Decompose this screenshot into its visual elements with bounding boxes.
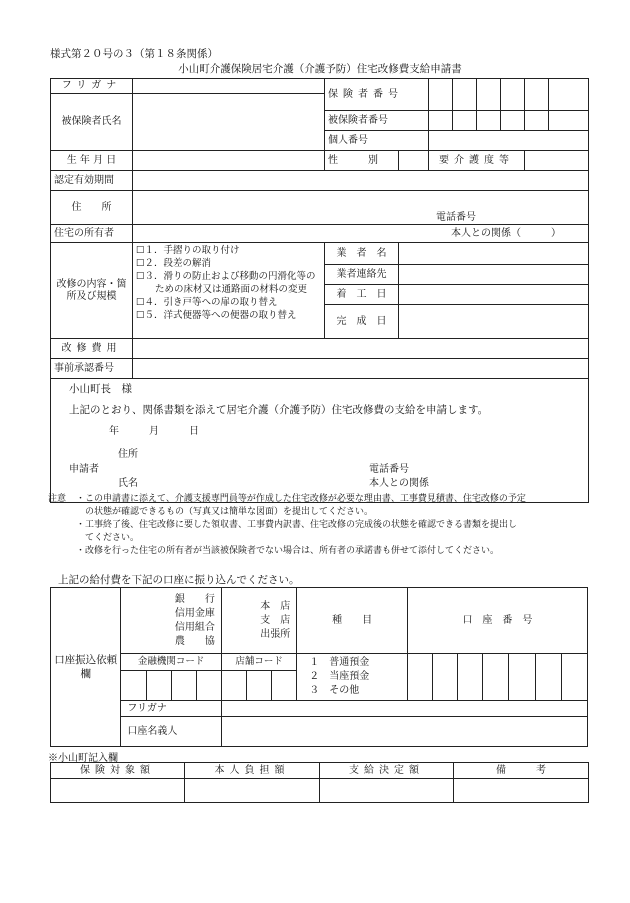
insured-no-cell[interactable] <box>525 111 549 131</box>
insurer-no-label: 保険者番号 <box>325 79 429 111</box>
account-digit[interactable] <box>561 654 587 701</box>
repair-option[interactable]: ☐５．洋式便器等への便器の取り替え <box>136 310 297 321</box>
repair-option-cont: ための床材又は通路面の材料の変更 <box>136 284 308 295</box>
town-table <box>50 762 589 803</box>
applicant-relation-label: 本人との関係 <box>369 478 429 489</box>
main-form-table <box>50 78 589 503</box>
insurer-no-cell[interactable] <box>525 79 549 111</box>
town-header: 備 考 <box>454 763 589 779</box>
insured-no-cell[interactable] <box>453 111 477 131</box>
statement: 上記のとおり、関係書類を添えて居宅介護（介護予防）住宅改修費の支給を申請します。 <box>69 404 489 416</box>
bank-code-digit[interactable] <box>196 671 221 701</box>
phone-label: 電話番号 <box>436 212 476 223</box>
branch-code-label: 店舗コード <box>221 654 296 671</box>
insured-no-cell[interactable] <box>429 111 453 131</box>
insured-no-cell[interactable] <box>501 111 525 131</box>
insured-no-cell[interactable] <box>549 111 589 131</box>
account-kinds[interactable] <box>297 654 408 701</box>
inst-type: 銀 行 <box>174 593 215 605</box>
bank-code-digit[interactable] <box>146 671 171 701</box>
inst-type: 農 協 <box>174 635 215 647</box>
repair-options[interactable] <box>133 243 325 339</box>
holder-field[interactable] <box>221 717 587 747</box>
note-line: の状態が確認できるもの（写真又は簡単な図面）を提出してください。 <box>76 507 374 517</box>
cost-label: 改修費用 <box>51 339 133 359</box>
date-line[interactable]: 年 月 日 <box>109 426 199 437</box>
owner-field[interactable] <box>133 225 589 243</box>
insured-name-field[interactable] <box>133 94 325 151</box>
contractor-label: 業 者 名 <box>325 243 399 265</box>
application-block <box>51 379 589 503</box>
insured-no-cell[interactable] <box>477 111 501 131</box>
bank-intro: 上記の給付費を下記の口座に振り込んでください。 <box>58 574 300 586</box>
care-level-field[interactable] <box>525 151 589 171</box>
owner-label: 住宅の所有者 <box>51 225 133 243</box>
contractor-contact-label: 業者連絡先 <box>325 265 399 285</box>
address-label: 住 所 <box>51 191 133 225</box>
inst-type: 信用金庫 <box>174 607 215 619</box>
furigana-label: フリガナ <box>51 79 133 94</box>
repair-option[interactable]: ☐３．滑りの防止および移動の円滑化等の <box>136 271 316 282</box>
kind-header: 種 目 <box>297 588 408 654</box>
town-header: 保険対象額 <box>51 763 185 779</box>
insurer-no-cell[interactable] <box>453 79 477 111</box>
repair-label: 改修の内容・箇所及び規模 <box>51 243 133 339</box>
birth-date-label: 生 年 月 日 <box>51 151 133 171</box>
personal-no-field[interactable] <box>429 131 589 151</box>
applicant-phone-label: 電話番号 <box>369 464 409 475</box>
note-line: ・改修を行った住宅の所有者が当該被保険者でない場合は、所有者の承諾書も併せて添付してください。 <box>76 546 500 556</box>
town-cell[interactable] <box>454 779 589 803</box>
sex-label: 性 別 <box>325 151 399 171</box>
applicant-label: 申請者 <box>69 464 99 475</box>
repair-option[interactable]: ☐４．引き戸等への扉の取り替え <box>136 297 278 308</box>
prior-approval-label: 事前承認番号 <box>51 359 133 379</box>
birth-date-field[interactable] <box>133 151 325 171</box>
cert-period-label: 認定有効期間 <box>51 171 133 191</box>
account-kind[interactable]: １ 普通預金 <box>309 657 370 668</box>
inst-type: 信用組合 <box>174 621 215 633</box>
page-title: 小山町介護保険居宅介護（介護予防）住宅改修費支給申請書 <box>178 63 462 75</box>
account-kind[interactable]: ２ 当座預金 <box>309 671 370 682</box>
holder-furigana-label: フリガナ <box>121 701 222 717</box>
note-line: てください。 <box>76 533 140 543</box>
branch-types[interactable] <box>221 588 296 654</box>
applicant-address-label: 住所 <box>118 449 138 460</box>
branch-type: 支 店 <box>260 614 291 626</box>
contractor-field[interactable] <box>399 243 589 265</box>
addressee: 小山町長 様 <box>69 383 132 395</box>
note-line: ・この申請書に添えて、介護支援専門員等が作成した住宅改修が必要な理由書、工事費見積書、住宅改修の予定 <box>76 494 526 504</box>
care-level-label: 要介護度等 <box>429 151 525 171</box>
insurer-no-cell[interactable] <box>549 79 589 111</box>
start-date-field[interactable] <box>399 285 589 305</box>
bank-table <box>50 587 588 747</box>
cert-period-field[interactable] <box>133 171 589 191</box>
town-header: 支給決定額 <box>320 763 454 779</box>
relation-label: 本人との関係（ ） <box>451 227 561 239</box>
insured-name-label: 被保険者氏名 <box>51 94 133 151</box>
account-kind[interactable]: ３ その他 <box>309 685 360 696</box>
bank-label: 口座振込依頼欄 <box>51 588 121 747</box>
branch-code-digit[interactable] <box>247 671 272 701</box>
account-digit[interactable] <box>483 654 509 701</box>
town-cell[interactable] <box>185 779 320 803</box>
town-cell[interactable] <box>320 779 454 803</box>
contractor-contact-field[interactable] <box>399 265 589 285</box>
account-digit[interactable] <box>509 654 535 701</box>
account-digit[interactable] <box>458 654 483 701</box>
cost-field[interactable] <box>133 339 589 359</box>
note-line: ・工事終了後、住宅改修に要した領収書、工事費内訳書、住宅改修の完成後の状態を確認できる書類を提出し <box>76 520 518 530</box>
holder-label: 口座名義人 <box>121 717 222 747</box>
account-digit[interactable] <box>433 654 458 701</box>
account-digit[interactable] <box>535 654 561 701</box>
account-digit[interactable] <box>407 654 432 701</box>
complete-date-label: 完 成 日 <box>325 305 399 339</box>
prior-approval-field[interactable] <box>133 359 589 379</box>
insurer-no-cell[interactable] <box>501 79 525 111</box>
insurer-no-cell[interactable] <box>429 79 453 111</box>
branch-code-digit[interactable] <box>272 671 297 701</box>
bank-code-label: 金融機関コード <box>121 654 222 671</box>
notes <box>76 493 596 558</box>
start-date-label: 着 工 日 <box>325 285 399 305</box>
applicant-name-label: 氏名 <box>118 478 138 489</box>
personal-no-label: 個人番号 <box>325 131 429 151</box>
notes-label: 注意 <box>48 494 67 504</box>
insurer-no-cell[interactable] <box>477 79 501 111</box>
account-no-header: 口 座 番 号 <box>407 588 587 654</box>
insured-no-label: 被保険者番号 <box>325 111 429 131</box>
sex-field[interactable] <box>399 151 429 171</box>
town-label: ※小山町記入欄 <box>48 753 118 764</box>
bank-code-digit[interactable] <box>121 671 146 701</box>
furigana-field[interactable] <box>133 79 325 94</box>
branch-type: 出張所 <box>260 628 291 640</box>
holder-furigana-field[interactable] <box>221 701 587 717</box>
branch-code-digit[interactable] <box>221 671 246 701</box>
bank-code-digit[interactable] <box>171 671 196 701</box>
address-field[interactable] <box>133 191 589 225</box>
town-cell[interactable] <box>51 779 185 803</box>
branch-type: 本 店 <box>260 600 291 612</box>
complete-date-field[interactable] <box>399 305 589 339</box>
repair-option[interactable]: ☐２．段差の解消 <box>136 258 212 269</box>
form-id: 様式第２０号の３（第１８条関係） <box>50 48 218 60</box>
town-header: 本人負担額 <box>185 763 320 779</box>
inst-types[interactable] <box>121 588 222 654</box>
repair-option[interactable]: ☐１．手摺りの取り付け <box>136 245 240 256</box>
